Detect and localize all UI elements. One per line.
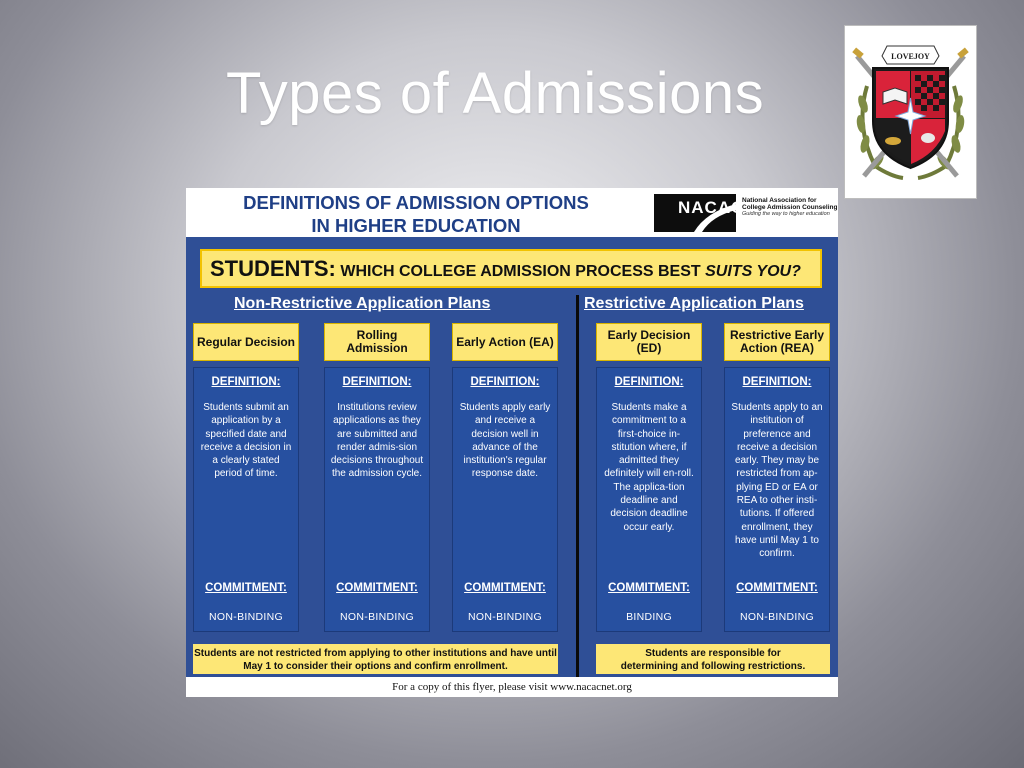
definition-label: DEFINITION: bbox=[470, 376, 540, 388]
commitment-label: COMMITMENT: bbox=[736, 582, 818, 594]
commitment-label: COMMITMENT: bbox=[608, 582, 690, 594]
commitment-value: NON-BINDING bbox=[209, 611, 283, 623]
note-non-restrictive: Students are not restricted from applying to other institutions and have until May 1 to consider their options and confirm enrollment. bbox=[193, 644, 558, 674]
flyer-heading bbox=[206, 191, 626, 237]
plan-header-restrictive-early-action: Restrictive Early Action (REA) bbox=[724, 323, 830, 361]
plan-header-regular-decision: Regular Decision bbox=[193, 323, 299, 361]
definition-text: Institutions review applications as they are submitted and render admis-sion decisions throughout the admission cycle. bbox=[330, 402, 424, 480]
definition-label: DEFINITION: bbox=[742, 376, 812, 388]
plan-header-early-action: Early Action (EA) bbox=[452, 323, 558, 361]
nacac-logo-text: NACAC bbox=[678, 198, 745, 217]
plan-column-early-action bbox=[452, 367, 558, 632]
plan-column-restrictive-early-action bbox=[724, 367, 830, 632]
definition-text: Students apply early and receive a decision well in advance of the institution's regular response date. bbox=[459, 402, 551, 480]
definition-label: DEFINITION: bbox=[211, 376, 281, 388]
plan-header-early-decision: Early Decision (ED) bbox=[596, 323, 702, 361]
plan-column-rolling-admission bbox=[324, 367, 430, 632]
plan-column-early-decision bbox=[596, 367, 702, 632]
banner-text: WHICH COLLEGE ADMISSION PROCESS BEST bbox=[340, 263, 701, 280]
flyer-heading-line1: DEFINITIONS OF ADMISSION OPTIONS bbox=[243, 192, 589, 213]
commitment-label: COMMITMENT: bbox=[205, 582, 287, 594]
slide-title: Types of Admissions bbox=[226, 61, 765, 126]
banner-bold: STUDENTS: bbox=[210, 256, 336, 281]
flyer-footer: For a copy of this flyer, please visit www.nacacnet.org bbox=[186, 677, 838, 697]
commitment-label: COMMITMENT: bbox=[336, 582, 418, 594]
commitment-label: COMMITMENT: bbox=[464, 582, 546, 594]
definition-text: Students submit an application by a specified date and receive a decision in a clearly stated period of time. bbox=[200, 402, 292, 480]
section-divider bbox=[576, 295, 579, 677]
definition-label: DEFINITION: bbox=[614, 376, 684, 388]
plan-column-regular-decision bbox=[193, 367, 299, 632]
nacac-org-line2: College Admission Counseling bbox=[742, 204, 838, 211]
definition-text: Students apply to an institution of preference and receive a decision early. They may be restricted from ap-plying ED or EA or REA to other insti-tutions. If offered enrollment, they have until May 1 to confirm. bbox=[731, 402, 823, 560]
note-restrictive: Students are responsible for determining and following restrictions. bbox=[596, 644, 830, 674]
commitment-value: NON-BINDING bbox=[740, 611, 814, 623]
nacac-org-line1: National Association for bbox=[742, 197, 817, 204]
nacac-tagline: Guiding the way to higher education bbox=[742, 211, 830, 217]
banner-italic: SUITS YOU? bbox=[705, 263, 801, 280]
students-banner bbox=[200, 249, 822, 288]
commitment-value: NON-BINDING bbox=[468, 611, 542, 623]
flyer-heading-line2: IN HIGHER EDUCATION bbox=[311, 215, 521, 236]
school-crest-image bbox=[844, 25, 977, 199]
crest-motto: LOVEJOY bbox=[891, 52, 930, 61]
commitment-value: NON-BINDING bbox=[340, 611, 414, 623]
admission-flyer bbox=[186, 237, 838, 697]
section-title-non-restrictive: Non-Restrictive Application Plans bbox=[234, 295, 491, 312]
definition-label: DEFINITION: bbox=[342, 376, 412, 388]
flyer-header bbox=[186, 188, 838, 240]
definition-text: Students make a commitment to a first-choice in-stitution where, if admitted they definitely will en-roll. The applica-tion deadline and decision deadline occur early. bbox=[604, 402, 694, 533]
section-title-restrictive: Restrictive Application Plans bbox=[584, 295, 804, 312]
commitment-value: BINDING bbox=[626, 611, 672, 623]
plan-header-rolling-admission: Rolling Admission bbox=[324, 323, 430, 361]
nacac-org-name bbox=[742, 197, 838, 218]
nacac-logo bbox=[654, 194, 745, 232]
crest-icon bbox=[845, 26, 976, 198]
